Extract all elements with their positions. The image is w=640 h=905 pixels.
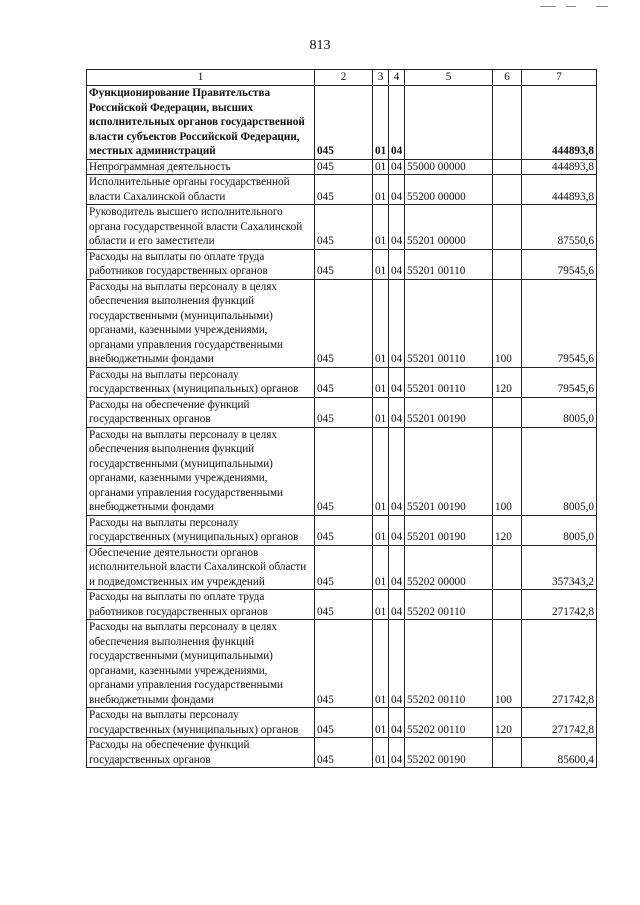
cell-csr: 55201 00000: [405, 205, 493, 250]
cell-sum: 271742,8: [522, 708, 597, 738]
cell-csr: 55201 00190: [405, 427, 493, 515]
row-name: Расходы на выплаты персоналу государственных (муниципальных) органов: [87, 515, 315, 545]
table-row: [87, 397, 597, 427]
cell-pr: 04: [389, 590, 405, 620]
cell-csr: 55202 00190: [405, 738, 493, 768]
cell-rz: 01: [373, 515, 389, 545]
row-name: Расходы на выплаты персоналу в целях обеспечения выполнения функций государственными (муниципальными) органами, казенными учреждениями, органами управления государственными внебюджетными фондами: [87, 620, 315, 708]
cell-ved: 045: [315, 545, 373, 590]
table-row: [87, 279, 597, 367]
cell-ved: 045: [315, 708, 373, 738]
scan-mark: [596, 6, 608, 7]
cell-vr: 120: [493, 708, 522, 738]
cell-pr: 04: [389, 738, 405, 768]
cell-csr: 55202 00110: [405, 708, 493, 738]
cell-csr: 55200 00000: [405, 175, 493, 205]
cell-csr: 55201 00110: [405, 367, 493, 397]
cell-rz: 01: [373, 590, 389, 620]
table-row: [87, 738, 597, 768]
table-row: [87, 205, 597, 250]
cell-csr: 55202 00110: [405, 590, 493, 620]
cell-rz: 01: [373, 427, 389, 515]
cell-ved: 045: [315, 86, 373, 160]
cell-pr: 04: [389, 86, 405, 160]
table-row: [87, 175, 597, 205]
cell-rz: 01: [373, 249, 389, 279]
cell-pr: 04: [389, 427, 405, 515]
cell-sum: 8005,0: [522, 397, 597, 427]
cell-ved: 045: [315, 738, 373, 768]
table-row: [87, 159, 597, 175]
cell-pr: 04: [389, 367, 405, 397]
column-header: 4: [389, 70, 405, 86]
cell-pr: 04: [389, 545, 405, 590]
cell-sum: 357343,2: [522, 545, 597, 590]
cell-vr: 120: [493, 367, 522, 397]
table-row: [87, 86, 597, 160]
column-header: 3: [373, 70, 389, 86]
row-name: Расходы на выплаты персоналу государственных (муниципальных) органов: [87, 708, 315, 738]
cell-csr: 55202 00000: [405, 545, 493, 590]
column-header: 5: [405, 70, 493, 86]
cell-rz: 01: [373, 620, 389, 708]
cell-csr: 55000 00000: [405, 159, 493, 175]
page-number: 813: [309, 38, 331, 53]
cell-pr: 04: [389, 515, 405, 545]
row-name: Расходы на обеспечение функций государственных органов: [87, 738, 315, 768]
table-row: [87, 367, 597, 397]
cell-rz: 01: [373, 545, 389, 590]
table-row: [87, 620, 597, 708]
row-name: Расходы на выплаты персоналу в целях обеспечения выполнения функций государственными (муниципальными) органами, казенными учреждениями, органами управления государственными внебюджетными фондами: [87, 427, 315, 515]
header-row: [87, 70, 597, 86]
row-name: Расходы на выплаты по оплате труда работников государственных органов: [87, 249, 315, 279]
cell-rz: 01: [373, 397, 389, 427]
table-row: [87, 590, 597, 620]
row-name: Функционирование Правительства Российской Федерации, высших исполнительных органов государственной власти субъектов Российской Федерации, местных администраций: [87, 86, 315, 160]
cell-sum: 79545,6: [522, 279, 597, 367]
cell-sum: 444893,8: [522, 86, 597, 160]
cell-ved: 045: [315, 159, 373, 175]
table-row: [87, 427, 597, 515]
table-row: [87, 708, 597, 738]
cell-pr: 04: [389, 620, 405, 708]
cell-rz: 01: [373, 175, 389, 205]
cell-rz: 01: [373, 708, 389, 738]
table-body: [87, 86, 597, 768]
cell-sum: 79545,6: [522, 367, 597, 397]
cell-vr: [493, 590, 522, 620]
column-header: 2: [315, 70, 373, 86]
cell-sum: 271742,8: [522, 590, 597, 620]
cell-pr: 04: [389, 249, 405, 279]
cell-vr: 120: [493, 515, 522, 545]
cell-csr: 55201 00110: [405, 249, 493, 279]
cell-ved: 045: [315, 205, 373, 250]
budget-table: [86, 69, 597, 768]
cell-csr: [405, 86, 493, 160]
table-row: [87, 515, 597, 545]
cell-sum: 85600,4: [522, 738, 597, 768]
row-name: Расходы на выплаты по оплате труда работников государственных органов: [87, 590, 315, 620]
cell-vr: [493, 397, 522, 427]
row-name: Руководитель высшего исполнительного органа государственной власти Сахалинской области и его заместители: [87, 205, 315, 250]
row-name: Расходы на выплаты персоналу в целях обеспечения выполнения функций государственными (муниципальными) органами, казенными учреждениями, органами управления государственными внебюджетными фондами: [87, 279, 315, 367]
cell-ved: 045: [315, 590, 373, 620]
cell-ved: 045: [315, 427, 373, 515]
cell-csr: 55202 00110: [405, 620, 493, 708]
row-name: Расходы на обеспечение функций государственных органов: [87, 397, 315, 427]
cell-pr: 04: [389, 708, 405, 738]
cell-vr: 100: [493, 620, 522, 708]
cell-vr: 100: [493, 427, 522, 515]
row-name: Непрограммная деятельность: [87, 159, 315, 175]
cell-csr: 55201 00110: [405, 279, 493, 367]
cell-sum: 79545,6: [522, 249, 597, 279]
scan-mark: [566, 6, 576, 7]
row-name: Обеспечение деятельности органов исполнительной власти Сахалинской области и подведомственных им учреждений: [87, 545, 315, 590]
cell-sum: 8005,0: [522, 515, 597, 545]
cell-sum: 271742,8: [522, 620, 597, 708]
cell-rz: 01: [373, 738, 389, 768]
row-name: Исполнительные органы государственной власти Сахалинской области: [87, 175, 315, 205]
cell-vr: [493, 159, 522, 175]
cell-sum: 87550,6: [522, 205, 597, 250]
cell-rz: 01: [373, 279, 389, 367]
cell-pr: 04: [389, 159, 405, 175]
cell-ved: 045: [315, 175, 373, 205]
cell-vr: [493, 249, 522, 279]
cell-rz: 01: [373, 205, 389, 250]
table-row: [87, 545, 597, 590]
cell-ved: 045: [315, 515, 373, 545]
cell-ved: 045: [315, 397, 373, 427]
cell-vr: [493, 175, 522, 205]
column-header: 6: [493, 70, 522, 86]
cell-rz: 01: [373, 367, 389, 397]
cell-pr: 04: [389, 397, 405, 427]
column-header: 7: [522, 70, 597, 86]
column-header: 1: [87, 70, 315, 86]
cell-ved: 045: [315, 249, 373, 279]
cell-pr: 04: [389, 279, 405, 367]
cell-vr: [493, 86, 522, 160]
cell-pr: 04: [389, 175, 405, 205]
cell-sum: 8005,0: [522, 427, 597, 515]
cell-vr: [493, 545, 522, 590]
cell-pr: 04: [389, 205, 405, 250]
cell-rz: 01: [373, 159, 389, 175]
cell-vr: [493, 738, 522, 768]
cell-sum: 444893,8: [522, 159, 597, 175]
cell-vr: [493, 205, 522, 250]
cell-csr: 55201 00190: [405, 397, 493, 427]
cell-ved: 045: [315, 279, 373, 367]
cell-sum: 444893,8: [522, 175, 597, 205]
cell-vr: 100: [493, 279, 522, 367]
row-name: Расходы на выплаты персоналу государственных (муниципальных) органов: [87, 367, 315, 397]
cell-csr: 55201 00190: [405, 515, 493, 545]
cell-ved: 045: [315, 620, 373, 708]
cell-ved: 045: [315, 367, 373, 397]
cell-rz: 01: [373, 86, 389, 160]
table-row: [87, 249, 597, 279]
scan-mark: [540, 6, 556, 7]
